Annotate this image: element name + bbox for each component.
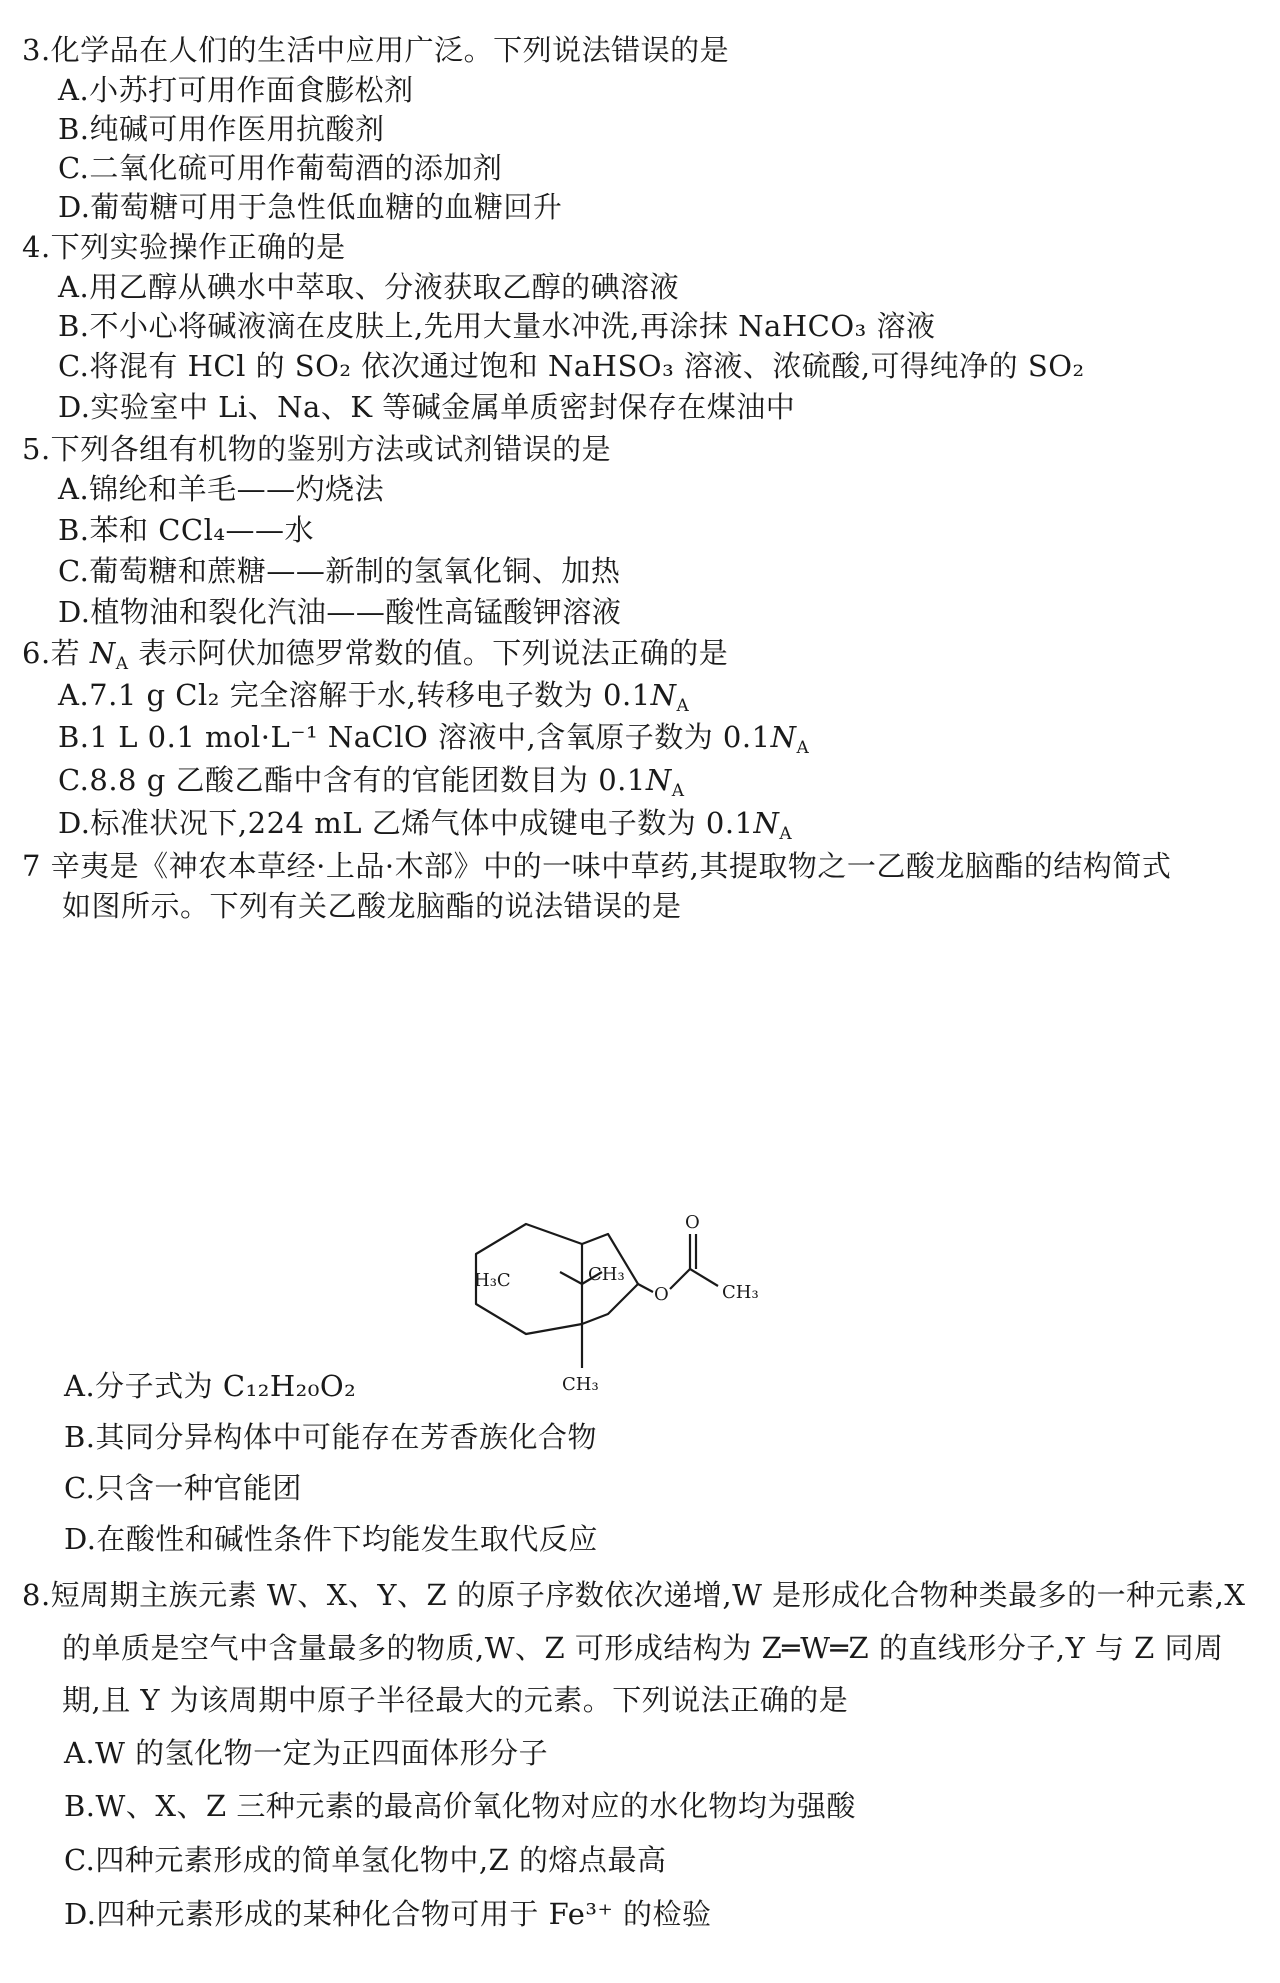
q6-option-c: C.8.8 g 乙酸乙酯中含有的官能团数目为 $0.1N_A$ <box>58 763 685 801</box>
q5-option-c: C.葡萄糖和蔗糖——新制的氢氧化铜、加热 <box>58 554 621 588</box>
q3-option-d: D.葡萄糖可用于急性低血糖的血糖回升 <box>58 190 563 224</box>
q4-option-b: B.不小心将碱液滴在皮肤上,先用大量水冲洗,再涂抹 NaHCO₃ 溶液 <box>58 309 936 343</box>
h3c-bond <box>560 1272 582 1284</box>
q4-stem: 4.下列实验操作正确的是 <box>22 230 346 264</box>
q5-stem: 5.下列各组有机物的鉴别方法或试剂错误的是 <box>22 432 612 466</box>
q8-option-a: A.W 的氢化物一定为正四面体形分子 <box>64 1736 549 1770</box>
label-ch3-bottom: CH₃ <box>562 1374 599 1395</box>
q8-stem-line1: 8.短周期主族元素 W、X、Y、Z 的原子序数依次递增,W 是形成化合物种类最多的一种元素,X <box>22 1578 1246 1612</box>
q7-option-c: C.只含一种官能团 <box>64 1471 302 1505</box>
q8-option-c: C.四种元素形成的简单氢化物中,Z 的熔点最高 <box>64 1843 667 1877</box>
q4-option-a: A.用乙醇从碘水中萃取、分液获取乙醇的碘溶液 <box>58 270 680 304</box>
q3-option-a: A.小苏打可用作面食膨松剂 <box>58 73 414 107</box>
q8-option-d: D.四种元素形成的某种化合物可用于 Fe³⁺ 的检验 <box>64 1897 712 1931</box>
q3-option-c: C.二氧化硫可用作葡萄酒的添加剂 <box>58 151 503 185</box>
q7-stem-line2: 如图所示。下列有关乙酸龙脑酯的说法错误的是 <box>62 889 682 923</box>
ring-o-bond <box>638 1284 653 1292</box>
q5-option-a: A.锦纶和羊毛——灼烧法 <box>58 472 385 506</box>
q7-option-a: A.分子式为 C₁₂H₂₀O₂ <box>64 1369 357 1403</box>
q8-stem-line2: 的单质是空气中含量最多的物质,W、Z 可形成结构为 Z═W═Z 的直线形分子,Y 与 Z 同周 <box>62 1631 1224 1665</box>
q7-stem-line1: 7 辛夷是《神农本草经·上品·木部》中的一味中草药,其提取物之一乙酸龙脑酯的结构简式 <box>22 849 1172 883</box>
label-ch3-bridge: CH₃ <box>588 1264 625 1285</box>
q8-option-b: B.W、X、Z 三种元素的最高价氧化物对应的水化物均为强酸 <box>64 1789 856 1823</box>
q4-option-d: D.实验室中 Li、Na、K 等碱金属单质密封保存在煤油中 <box>58 390 796 424</box>
label-h3c: H₃C <box>474 1270 511 1291</box>
label-o-ester: O <box>654 1284 669 1305</box>
q6-option-d: D.标准状况下,224 mL 乙烯气体中成键电子数为 $0.1N_A$ <box>58 806 793 844</box>
bottom-ch3-label-box <box>560 1370 620 1400</box>
label-ch3-acyl: CH₃ <box>722 1282 759 1303</box>
acyl-ch3-bond <box>690 1269 718 1286</box>
q7-option-d: D.在酸性和碱性条件下均能发生取代反应 <box>64 1522 598 1556</box>
q7-option-b: B.其同分异构体中可能存在芳香族化合物 <box>64 1420 598 1454</box>
q8-stem-line3: 期,且 Y 为该周期中原子半径最大的元素。下列说法正确的是 <box>62 1683 849 1717</box>
q3-option-b: B.纯碱可用作医用抗酸剂 <box>58 112 385 146</box>
label-o-carbonyl: O <box>685 1212 700 1233</box>
bornyl-acetate-structure <box>474 1172 798 1352</box>
q6-option-b: B.1 L 0.1 mol·L⁻¹ NaClO 溶液中,含氧原子数为 $0.1N_A$ <box>58 720 810 758</box>
q3-stem: 3.化学品在人们的生活中应用广泛。下列说法错误的是 <box>22 33 730 67</box>
q6-stem: 6.若 $N_A$ 表示阿伏加德罗常数的值。下列说法正确的是 <box>22 636 729 674</box>
q6-option-a: A.7.1 g Cl₂ 完全溶解于水,转移电子数为 $0.1N_A$ <box>58 678 690 716</box>
q5-option-b: B.苯和 CCl₄——水 <box>58 513 315 547</box>
o-c-bond <box>670 1269 690 1289</box>
q4-option-c: C.将混有 HCl 的 SO₂ 依次通过饱和 NaHSO₃ 溶液、浓硫酸,可得纯净的 SO₂ <box>58 349 1085 383</box>
q5-option-d: D.植物油和裂化汽油——酸性高锰酸钾溶液 <box>58 595 622 629</box>
